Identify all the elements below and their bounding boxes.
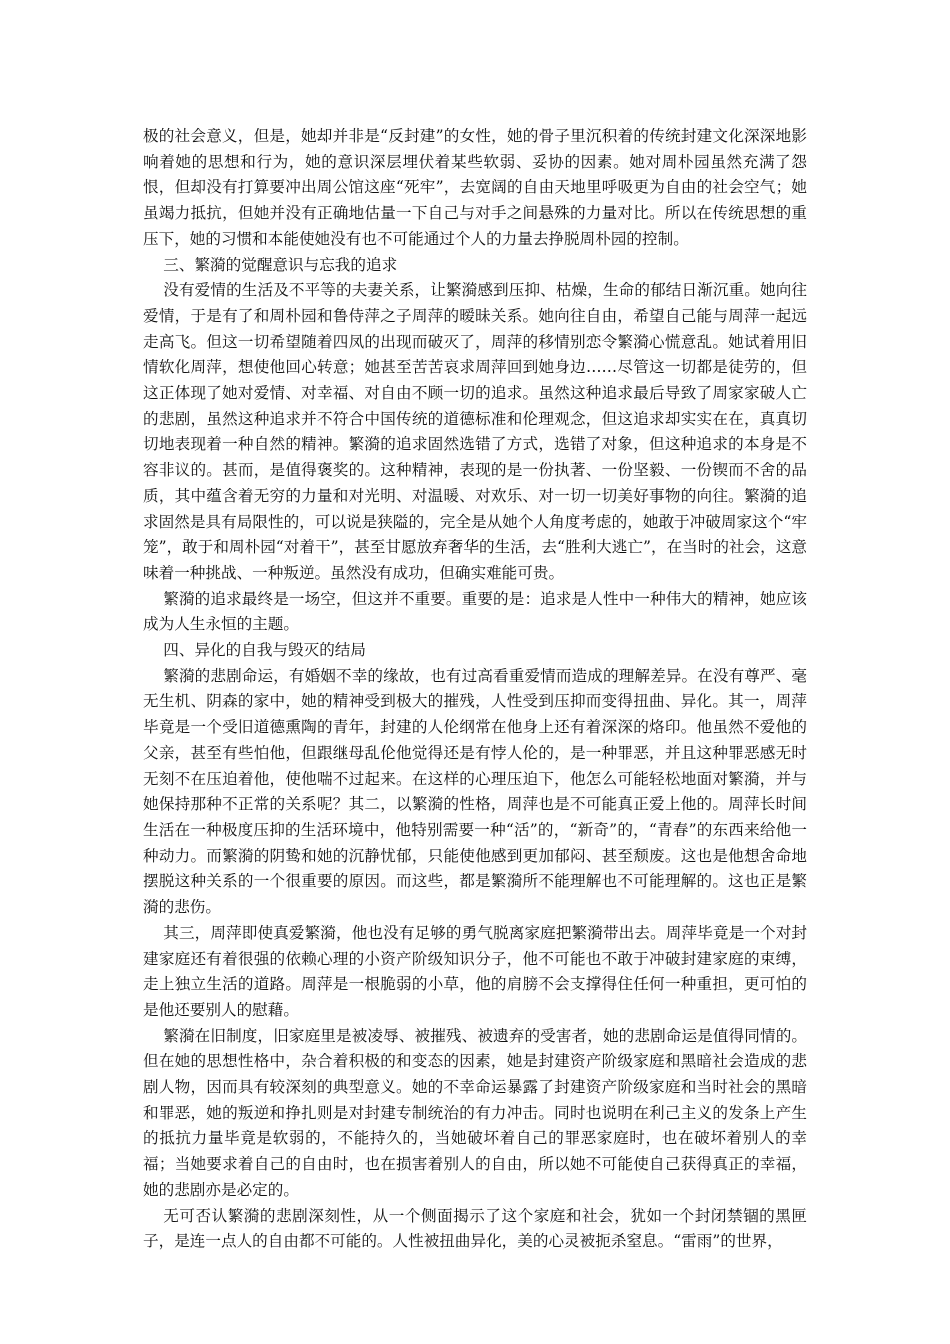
paragraph: 繁漪在旧制度，旧家庭里是被凌辱、被摧残、被遗弃的受害者，她的悲剧命运是值得同情的。但在她的思想性格中，杂合着积极的和变态的因素，她是封建资产阶级家庭和黑暗社会造成的悲剧人物，因而具有较深刻的典型意义。她的不幸命运暴露了封建资产阶级家庭和当时社会的黑暗和罪恶，她的叛逆和挣扎则是对封建专制统治的有力冲击。同时也说明在利己主义的发条上产生的抵抗力量毕竟是软弱的，不能持久的，当她破坏着自己的罪恶家庭时，也在破坏着别人的幸福；当她要求着自己的自由时，也在损害着别人的自由，所以她不可能使自己获得真正的幸福，她的悲剧亦是必定的。: [143, 1026, 807, 1199]
paragraph: 繁漪的追求最终是一场空，但这并不重要。重要的是：追求是人性中一种伟大的精神，她应该成为人生永恒的主题。: [143, 589, 807, 634]
paragraph-continuation: 极的社会意义，但是，她却并非是“反封建”的女性，她的骨子里沉积着的传统封建文化深深地影响着她的思想和行为，她的意识深层埋伏着某些软弱、妥协的因素。她对周朴园虽然充满了怨恨，但却没有打算要冲出周公馆这座“死牢”，去宽阔的自由天地里呼吸更为自由的社会空气；她虽竭力抵抗，但她并没有正确地估量一下自己与对手之间悬殊的力量对比。所以在传统思想的重压下，她的习惯和本能使她没有也不可能通过个人的力量去挣脱周朴园的控制。: [143, 127, 807, 248]
section-heading-3: 三、繁漪的觉醒意识与忘我的追求: [163, 255, 398, 274]
body-text: [143, 124, 807, 1255]
paragraph: 没有爱情的生活及不平等的夫妻关系，让繁漪感到压抑、枯燥，生命的郁结日渐沉重。她向往爱情，于是有了和周朴园和鲁侍萍之子周萍的暧昧关系。她向往自由，希望自己能与周萍一起远走高飞。但这一切希望随着四凤的出现而破灭了，周萍的移情别恋令繁漪心慌意乱。她试着用旧情软化周萍，想使他回心转意；她甚至苦苦哀求周萍回到她身边……尽管这一切都是徒劳的，但这正体现了她对爱情、对幸福、对自由不顾一切的追求。虽然这种追求最后导致了周家家破人亡的悲剧，虽然这种追求并不符合中国传统的道德标准和伦理观念，但这追求却实实在在，真真切切地表现着一种自然的精神。繁漪的追求固然选错了方式，选错了对象，但这种追求的本身是不容非议的。甚而，是值得褒奖的。这种精神，表现的是一份执著、一份坚毅、一份锲而不舍的品质，其中蕴含着无穷的力量和对光明、对温暖、对欢乐、对一切一切美好事物的向往。繁漪的追求固然是具有局限性的，可以说是狭隘的，完全是从她个人角度考虑的，她敢于冲破周家这个“牢笼”，敢于和周朴园“对着干”，甚至甘愿放弃奢华的生活，去“胜利大逃亡”，在当时的社会，这意味着一种挑战、一种叛逆。虽然没有成功，但确实难能可贵。: [143, 281, 807, 582]
section-heading-4: 四、异化的自我与毁灭的结局: [163, 641, 366, 660]
paragraph: 其三，周萍即使真爱繁漪，他也没有足够的勇气脱离家庭把繁漪带出去。周萍毕竟是一个对封建家庭还有着很强的依赖心理的小资产阶级知识分子，他不可能也不敢于冲破封建家庭的束缚，走上独立生活的道路。周萍是一根脆弱的小草，他的肩膀不会支撑得住任何一种重担，更可怕的是他还要别人的慰藉。: [143, 923, 807, 1019]
paragraph: 繁漪的悲剧命运，有婚姻不幸的缘故，也有过高看重爱情而造成的理解差异。在没有尊严、毫无生机、阴森的家中，她的精神受到极大的摧残，人性受到压抑而变得扭曲、异化。其一，周萍毕竟是一个受旧道德熏陶的青年，封建的人伦纲常在他身上还有着深深的烙印。他虽然不爱他的父亲，甚至有些怕他，但跟继母乱伦他觉得还是有悖人伦的，是一种罪恶，并且这种罪恶感无时无刻不在压迫着他，使他喘不过起来。在这样的心理压迫下，他怎么可能轻松地面对繁漪，并与她保持那种不正常的关系呢？其二，以繁漪的性格，周萍也是不可能真正爱上他的。周萍长时间生活在一种极度压抑的生活环境中，他特别需要一种“活”的，“新奇”的，“青春”的东西来给他一种动力。而繁漪的阴鸷和她的沉静忧郁，只能使他感到更加郁闷、甚至颓废。这也是他想舍命地摆脱这种关系的一个很重要的原因。而这些，都是繁漪所不能理解也不可能理解的。这也正是繁漪的悲伤。: [143, 666, 807, 917]
paragraph: 无可否认繁漪的悲剧深刻性，从一个侧面揭示了这个家庭和社会，犹如一个封闭禁锢的黑匣子，是连一点人的自由都不可能的。人性被扭曲异化，美的心灵被扼杀窒息。“雷雨”的世界，: [143, 1206, 807, 1251]
